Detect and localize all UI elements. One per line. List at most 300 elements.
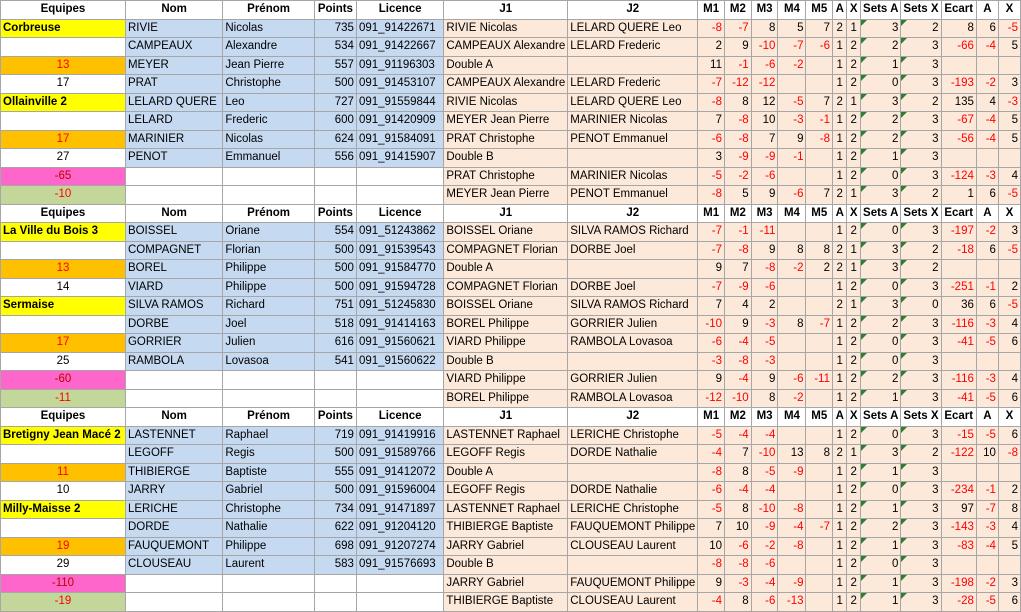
set-score-m1[interactable]: 2 [698,38,725,57]
empty-cell[interactable] [1,519,126,538]
sets-x[interactable]: 3 [901,315,941,334]
player-points[interactable]: 735 [314,19,356,38]
game-player-j2[interactable]: PENOT Emmanuel [568,186,698,205]
points-a[interactable]: -5 [976,426,998,445]
set-score-m5[interactable] [806,426,833,445]
player-points[interactable]: 500 [314,278,356,297]
game-player-j2[interactable]: CLOUSEAU Laurent [568,593,698,612]
sets-a[interactable]: 1 [861,56,901,75]
set-score-m4[interactable]: -2 [778,56,806,75]
points-x[interactable] [998,260,1020,279]
sets-x[interactable]: 3 [901,75,941,94]
player-last-name[interactable]: DORDE [125,519,222,538]
player-licence[interactable]: 091_91196303 [356,56,443,75]
game-player-j2[interactable]: RAMBOLA Lovasoa [568,334,698,353]
set-score-m3[interactable]: 2 [751,297,778,316]
set-score-m1[interactable]: -4 [698,593,725,612]
game-player-j2[interactable]: PENOT Emmanuel [568,130,698,149]
set-score-m4[interactable]: 8 [778,315,806,334]
set-score-m1[interactable]: -8 [698,463,725,482]
team-b-score[interactable]: 19 [1,537,126,556]
sets-a[interactable]: 1 [861,500,901,519]
points-x[interactable]: 3 [998,75,1020,94]
game-player-j2[interactable]: FAUQUEMONT Philippe [568,519,698,538]
result-x[interactable]: 1 [847,19,861,38]
set-score-m2[interactable]: 8 [725,500,752,519]
player-licence[interactable]: 091_91559844 [356,93,443,112]
points-x[interactable]: 6 [998,389,1020,408]
player-licence[interactable]: 091_51243862 [356,223,443,242]
total-ecart[interactable]: -65 [1,167,126,186]
player-first-name[interactable]: Nicolas [223,130,315,149]
set-score-m2[interactable]: -8 [725,556,752,575]
sets-a[interactable]: 0 [861,334,901,353]
sets-x[interactable]: 3 [901,334,941,353]
empty-cell[interactable] [356,186,443,205]
game-player-j2[interactable]: GORRIER Julien [568,315,698,334]
result-a[interactable]: 1 [832,167,846,186]
points-a[interactable]: -4 [976,38,998,57]
points-a[interactable]: -2 [976,223,998,242]
player-points[interactable]: 500 [314,241,356,260]
set-score-m4[interactable]: -2 [778,260,806,279]
set-score-m4[interactable]: 8 [778,241,806,260]
player-licence[interactable]: 091_91594728 [356,278,443,297]
sets-a[interactable]: 2 [861,112,901,131]
ecart-value[interactable]: -143 [941,519,976,538]
team-a-name[interactable]: La Ville du Bois 3 [1,223,126,242]
set-score-m5[interactable]: -8 [806,130,833,149]
set-score-m3[interactable]: -4 [751,574,778,593]
player-points[interactable]: 541 [314,352,356,371]
result-a[interactable]: 1 [832,334,846,353]
empty-cell[interactable] [314,593,356,612]
set-score-m5[interactable]: -6 [806,38,833,57]
game-player-j2[interactable]: DORDE Nathalie [568,445,698,464]
points-a[interactable]: -5 [976,334,998,353]
set-score-m3[interactable]: 9 [751,371,778,390]
points-x[interactable]: 5 [998,537,1020,556]
player-points[interactable]: 622 [314,519,356,538]
game-player-j1[interactable]: THIBIERGE Baptiste [444,593,568,612]
sets-a[interactable]: 1 [861,574,901,593]
player-first-name[interactable]: Gabriel [223,482,315,501]
player-points[interactable]: 727 [314,93,356,112]
points-a[interactable]: -7 [976,500,998,519]
ecart-value[interactable] [941,149,976,168]
result-x[interactable]: 2 [847,463,861,482]
points-a[interactable]: -4 [976,537,998,556]
set-score-m5[interactable] [806,556,833,575]
result-x[interactable]: 2 [847,389,861,408]
result-x[interactable]: 2 [847,426,861,445]
sets-a[interactable]: 3 [861,445,901,464]
set-score-m2[interactable]: 5 [725,186,752,205]
ecart-value[interactable]: 1 [941,186,976,205]
set-score-m5[interactable]: 7 [806,19,833,38]
ecart-value[interactable]: -67 [941,112,976,131]
player-last-name[interactable]: LELARD [125,112,222,131]
empty-cell[interactable] [356,593,443,612]
game-player-j1[interactable]: PRAT Christophe [444,167,568,186]
player-first-name[interactable]: Richard [223,297,315,316]
ecart-value[interactable]: 8 [941,19,976,38]
game-player-j1[interactable]: Double A [444,56,568,75]
points-x[interactable] [998,56,1020,75]
result-a[interactable]: 1 [832,352,846,371]
points-a[interactable] [976,149,998,168]
empty-cell[interactable] [356,371,443,390]
points-x[interactable]: -5 [998,241,1020,260]
result-x[interactable]: 1 [847,241,861,260]
sets-x[interactable]: 3 [901,463,941,482]
result-x[interactable]: 2 [847,574,861,593]
game-player-j1[interactable]: CAMPEAUX Alexandre [444,75,568,94]
set-score-m1[interactable]: 9 [698,371,725,390]
player-first-name[interactable]: Joel [223,315,315,334]
set-score-m4[interactable]: 13 [778,445,806,464]
set-score-m1[interactable]: 9 [698,260,725,279]
sets-x[interactable]: 3 [901,556,941,575]
game-player-j2[interactable]: SILVA RAMOS Richard [568,223,698,242]
ecart-value[interactable]: -197 [941,223,976,242]
set-score-m4[interactable] [778,297,806,316]
result-x[interactable]: 2 [847,334,861,353]
set-score-m3[interactable]: -3 [751,315,778,334]
ecart-value[interactable] [941,463,976,482]
set-score-m4[interactable]: -4 [778,519,806,538]
points-x[interactable]: -8 [998,445,1020,464]
set-score-m4[interactable]: -13 [778,593,806,612]
result-a[interactable]: 1 [832,556,846,575]
sets-x[interactable]: 3 [901,389,941,408]
sets-x[interactable]: 3 [901,482,941,501]
points-x[interactable]: 2 [998,278,1020,297]
player-first-name[interactable]: Emmanuel [223,149,315,168]
set-score-m1[interactable]: 11 [698,56,725,75]
team-a-score[interactable]: 11 [1,463,126,482]
set-score-m3[interactable]: -8 [751,260,778,279]
empty-cell[interactable] [223,167,315,186]
set-score-m1[interactable]: 9 [698,574,725,593]
game-player-j1[interactable]: BOISSEL Oriane [444,297,568,316]
set-score-m3[interactable]: -6 [751,593,778,612]
set-score-m5[interactable] [806,574,833,593]
result-a[interactable]: 1 [832,38,846,57]
result-a[interactable]: 1 [832,56,846,75]
set-score-m4[interactable] [778,167,806,186]
result-a[interactable]: 1 [832,315,846,334]
game-player-j1[interactable]: RIVIE Nicolas [444,93,568,112]
result-a[interactable]: 2 [832,19,846,38]
set-score-m2[interactable]: -8 [725,352,752,371]
set-score-m2[interactable]: -4 [725,334,752,353]
player-last-name[interactable]: GORRIER [125,334,222,353]
points-a[interactable] [976,56,998,75]
set-score-m3[interactable]: -6 [751,56,778,75]
total-ecart[interactable]: -110 [1,574,126,593]
set-score-m4[interactable] [778,482,806,501]
player-last-name[interactable]: FAUQUEMONT [125,537,222,556]
result-x[interactable]: 2 [847,167,861,186]
set-score-m2[interactable]: -4 [725,426,752,445]
sets-a[interactable]: 2 [861,38,901,57]
player-points[interactable]: 556 [314,149,356,168]
points-x[interactable]: 6 [998,593,1020,612]
set-score-m3[interactable]: -2 [751,537,778,556]
set-score-m4[interactable] [778,223,806,242]
total-ecart[interactable]: -60 [1,371,126,390]
player-licence[interactable]: 091_91576693 [356,556,443,575]
set-score-m3[interactable]: -5 [751,463,778,482]
player-points[interactable]: 600 [314,112,356,131]
ecart-value[interactable]: -28 [941,593,976,612]
set-score-m5[interactable]: -1 [806,112,833,131]
points-a[interactable] [976,352,998,371]
set-score-m2[interactable]: 4 [725,297,752,316]
game-player-j2[interactable]: DORDE Nathalie [568,482,698,501]
player-licence[interactable]: 091_91412072 [356,463,443,482]
empty-cell[interactable] [125,389,222,408]
set-score-m2[interactable]: -8 [725,130,752,149]
result-x[interactable]: 2 [847,482,861,501]
game-player-j2[interactable]: RAMBOLA Lovasoa [568,389,698,408]
set-score-m3[interactable]: -6 [751,556,778,575]
game-player-j1[interactable]: JARRY Gabriel [444,537,568,556]
points-x[interactable]: 4 [998,371,1020,390]
player-licence[interactable]: 091_91584770 [356,260,443,279]
set-score-m2[interactable]: 7 [725,445,752,464]
game-player-j2[interactable]: LELARD QUERE Leo [568,93,698,112]
sets-a[interactable]: 0 [861,556,901,575]
set-score-m4[interactable]: 9 [778,130,806,149]
player-last-name[interactable]: RIVIE [125,19,222,38]
game-player-j2[interactable]: LERICHE Christophe [568,500,698,519]
set-score-m3[interactable]: 9 [751,241,778,260]
set-score-m5[interactable]: -7 [806,315,833,334]
player-last-name[interactable]: DORBE [125,315,222,334]
result-x[interactable]: 2 [847,223,861,242]
result-a[interactable]: 2 [832,93,846,112]
set-score-m5[interactable] [806,56,833,75]
points-a[interactable]: -3 [976,315,998,334]
empty-cell[interactable] [223,593,315,612]
set-score-m3[interactable]: 12 [751,93,778,112]
result-x[interactable]: 1 [847,93,861,112]
sets-x[interactable]: 2 [901,445,941,464]
set-score-m5[interactable] [806,167,833,186]
game-player-j1[interactable]: VIARD Philippe [444,371,568,390]
sets-a[interactable]: 1 [861,537,901,556]
ecart-value[interactable]: -83 [941,537,976,556]
ecart-value[interactable] [941,260,976,279]
set-score-m2[interactable]: -2 [725,167,752,186]
set-score-m1[interactable]: -4 [698,445,725,464]
player-points[interactable]: 500 [314,75,356,94]
player-first-name[interactable]: Philippe [223,260,315,279]
result-x[interactable]: 2 [847,149,861,168]
sets-a[interactable]: 2 [861,315,901,334]
points-a[interactable] [976,556,998,575]
set-score-m5[interactable] [806,297,833,316]
game-player-j2[interactable]: LERICHE Christophe [568,426,698,445]
set-score-m4[interactable]: -9 [778,574,806,593]
points-a[interactable]: -1 [976,278,998,297]
game-player-j2[interactable]: DORBE Joel [568,241,698,260]
team-b-name[interactable]: Milly-Maisse 2 [1,500,126,519]
game-player-j2[interactable] [568,56,698,75]
sets-a[interactable]: 1 [861,593,901,612]
game-player-j2[interactable]: LELARD Frederic [568,75,698,94]
empty-cell[interactable] [125,593,222,612]
set-score-m1[interactable]: -3 [698,352,725,371]
empty-cell[interactable] [223,371,315,390]
set-score-m5[interactable]: 7 [806,93,833,112]
set-score-m3[interactable]: -9 [751,519,778,538]
player-points[interactable]: 698 [314,537,356,556]
set-score-m5[interactable] [806,463,833,482]
points-x[interactable]: 2 [998,482,1020,501]
result-x[interactable]: 2 [847,315,861,334]
result-x[interactable]: 2 [847,519,861,538]
points-x[interactable]: 6 [998,334,1020,353]
game-player-j1[interactable]: Double B [444,556,568,575]
game-player-j1[interactable]: Double B [444,352,568,371]
team-a-score[interactable]: 13 [1,260,126,279]
points-x[interactable] [998,149,1020,168]
set-score-m4[interactable] [778,426,806,445]
ecart-value[interactable]: -116 [941,371,976,390]
set-score-m2[interactable]: -9 [725,278,752,297]
empty-cell[interactable] [314,167,356,186]
set-score-m1[interactable]: 10 [698,537,725,556]
empty-cell[interactable] [1,112,126,131]
player-points[interactable]: 554 [314,223,356,242]
sets-x[interactable]: 3 [901,593,941,612]
player-first-name[interactable]: Lovasoa [223,352,315,371]
game-player-j1[interactable]: COMPAGNET Florian [444,241,568,260]
sets-x[interactable]: 3 [901,223,941,242]
set-score-m2[interactable]: 7 [725,260,752,279]
set-score-m5[interactable]: 7 [806,186,833,205]
game-player-j1[interactable]: LEGOFF Regis [444,445,568,464]
set-score-m3[interactable]: 8 [751,389,778,408]
sets-x[interactable]: 3 [901,426,941,445]
points-x[interactable]: 8 [998,500,1020,519]
player-first-name[interactable]: Philippe [223,537,315,556]
player-licence[interactable]: 091_91414163 [356,315,443,334]
player-licence[interactable]: 091_91560622 [356,352,443,371]
player-last-name[interactable]: COMPAGNET [125,241,222,260]
points-x[interactable]: 4 [998,167,1020,186]
result-a[interactable]: 1 [832,112,846,131]
player-last-name[interactable]: VIARD [125,278,222,297]
result-a[interactable]: 1 [832,371,846,390]
result-a[interactable]: 2 [832,241,846,260]
result-x[interactable]: 1 [847,445,861,464]
ecart-value[interactable]: -41 [941,334,976,353]
points-x[interactable] [998,352,1020,371]
player-first-name[interactable]: Frederic [223,112,315,131]
team-a-score[interactable]: 13 [1,56,126,75]
game-player-j1[interactable]: LEGOFF Regis [444,482,568,501]
sets-x[interactable]: 0 [901,297,941,316]
set-score-m5[interactable] [806,75,833,94]
team-b-name[interactable]: Ollainville 2 [1,93,126,112]
points-a[interactable] [976,260,998,279]
points-a[interactable]: -2 [976,574,998,593]
player-points[interactable]: 555 [314,463,356,482]
player-first-name[interactable]: Regis [223,445,315,464]
set-score-m1[interactable]: -7 [698,75,725,94]
set-score-m5[interactable] [806,389,833,408]
empty-cell[interactable] [125,371,222,390]
set-score-m4[interactable]: -8 [778,500,806,519]
set-score-m4[interactable]: -6 [778,371,806,390]
player-first-name[interactable]: Oriane [223,223,315,242]
set-score-m4[interactable]: -1 [778,149,806,168]
game-player-j2[interactable] [568,149,698,168]
set-score-m2[interactable]: 10 [725,519,752,538]
team-b-count[interactable]: 27 [1,149,126,168]
game-player-j1[interactable]: LASTENNET Raphael [444,500,568,519]
player-licence[interactable]: 091_91453107 [356,75,443,94]
game-player-j1[interactable]: MEYER Jean Pierre [444,112,568,131]
set-score-m1[interactable]: -7 [698,223,725,242]
points-a[interactable]: -5 [976,593,998,612]
result-x[interactable]: 2 [847,56,861,75]
set-score-m2[interactable]: -7 [725,19,752,38]
set-score-m5[interactable] [806,500,833,519]
result-x[interactable]: 2 [847,593,861,612]
set-score-m5[interactable]: 8 [806,241,833,260]
total-diff[interactable]: -19 [1,593,126,612]
set-score-m2[interactable]: -4 [725,482,752,501]
result-x[interactable]: 2 [847,75,861,94]
ecart-value[interactable]: -116 [941,315,976,334]
set-score-m2[interactable]: -10 [725,389,752,408]
result-x[interactable]: 2 [847,130,861,149]
game-player-j1[interactable]: RIVIE Nicolas [444,19,568,38]
set-score-m1[interactable]: -6 [698,130,725,149]
result-a[interactable]: 1 [832,519,846,538]
set-score-m4[interactable]: -8 [778,537,806,556]
player-first-name[interactable]: Laurent [223,556,315,575]
game-player-j1[interactable]: CAMPEAUX Alexandre [444,38,568,57]
sets-a[interactable]: 1 [861,389,901,408]
empty-cell[interactable] [1,241,126,260]
result-a[interactable]: 1 [832,593,846,612]
result-x[interactable]: 2 [847,278,861,297]
player-last-name[interactable]: LASTENNET [125,426,222,445]
sets-a[interactable]: 3 [861,186,901,205]
sets-a[interactable]: 3 [861,93,901,112]
game-player-j2[interactable]: FAUQUEMONT Philippe [568,574,698,593]
result-a[interactable]: 1 [832,389,846,408]
player-first-name[interactable]: Julien [223,334,315,353]
set-score-m1[interactable]: -5 [698,500,725,519]
set-score-m3[interactable]: -6 [751,167,778,186]
sets-x[interactable]: 3 [901,352,941,371]
game-player-j1[interactable]: Double A [444,463,568,482]
team-b-name[interactable]: Sermaise [1,297,126,316]
sets-a[interactable]: 3 [861,260,901,279]
set-score-m3[interactable]: -10 [751,38,778,57]
sets-a[interactable]: 3 [861,19,901,38]
set-score-m5[interactable] [806,278,833,297]
team-b-count[interactable]: 29 [1,556,126,575]
set-score-m5[interactable]: -7 [806,519,833,538]
